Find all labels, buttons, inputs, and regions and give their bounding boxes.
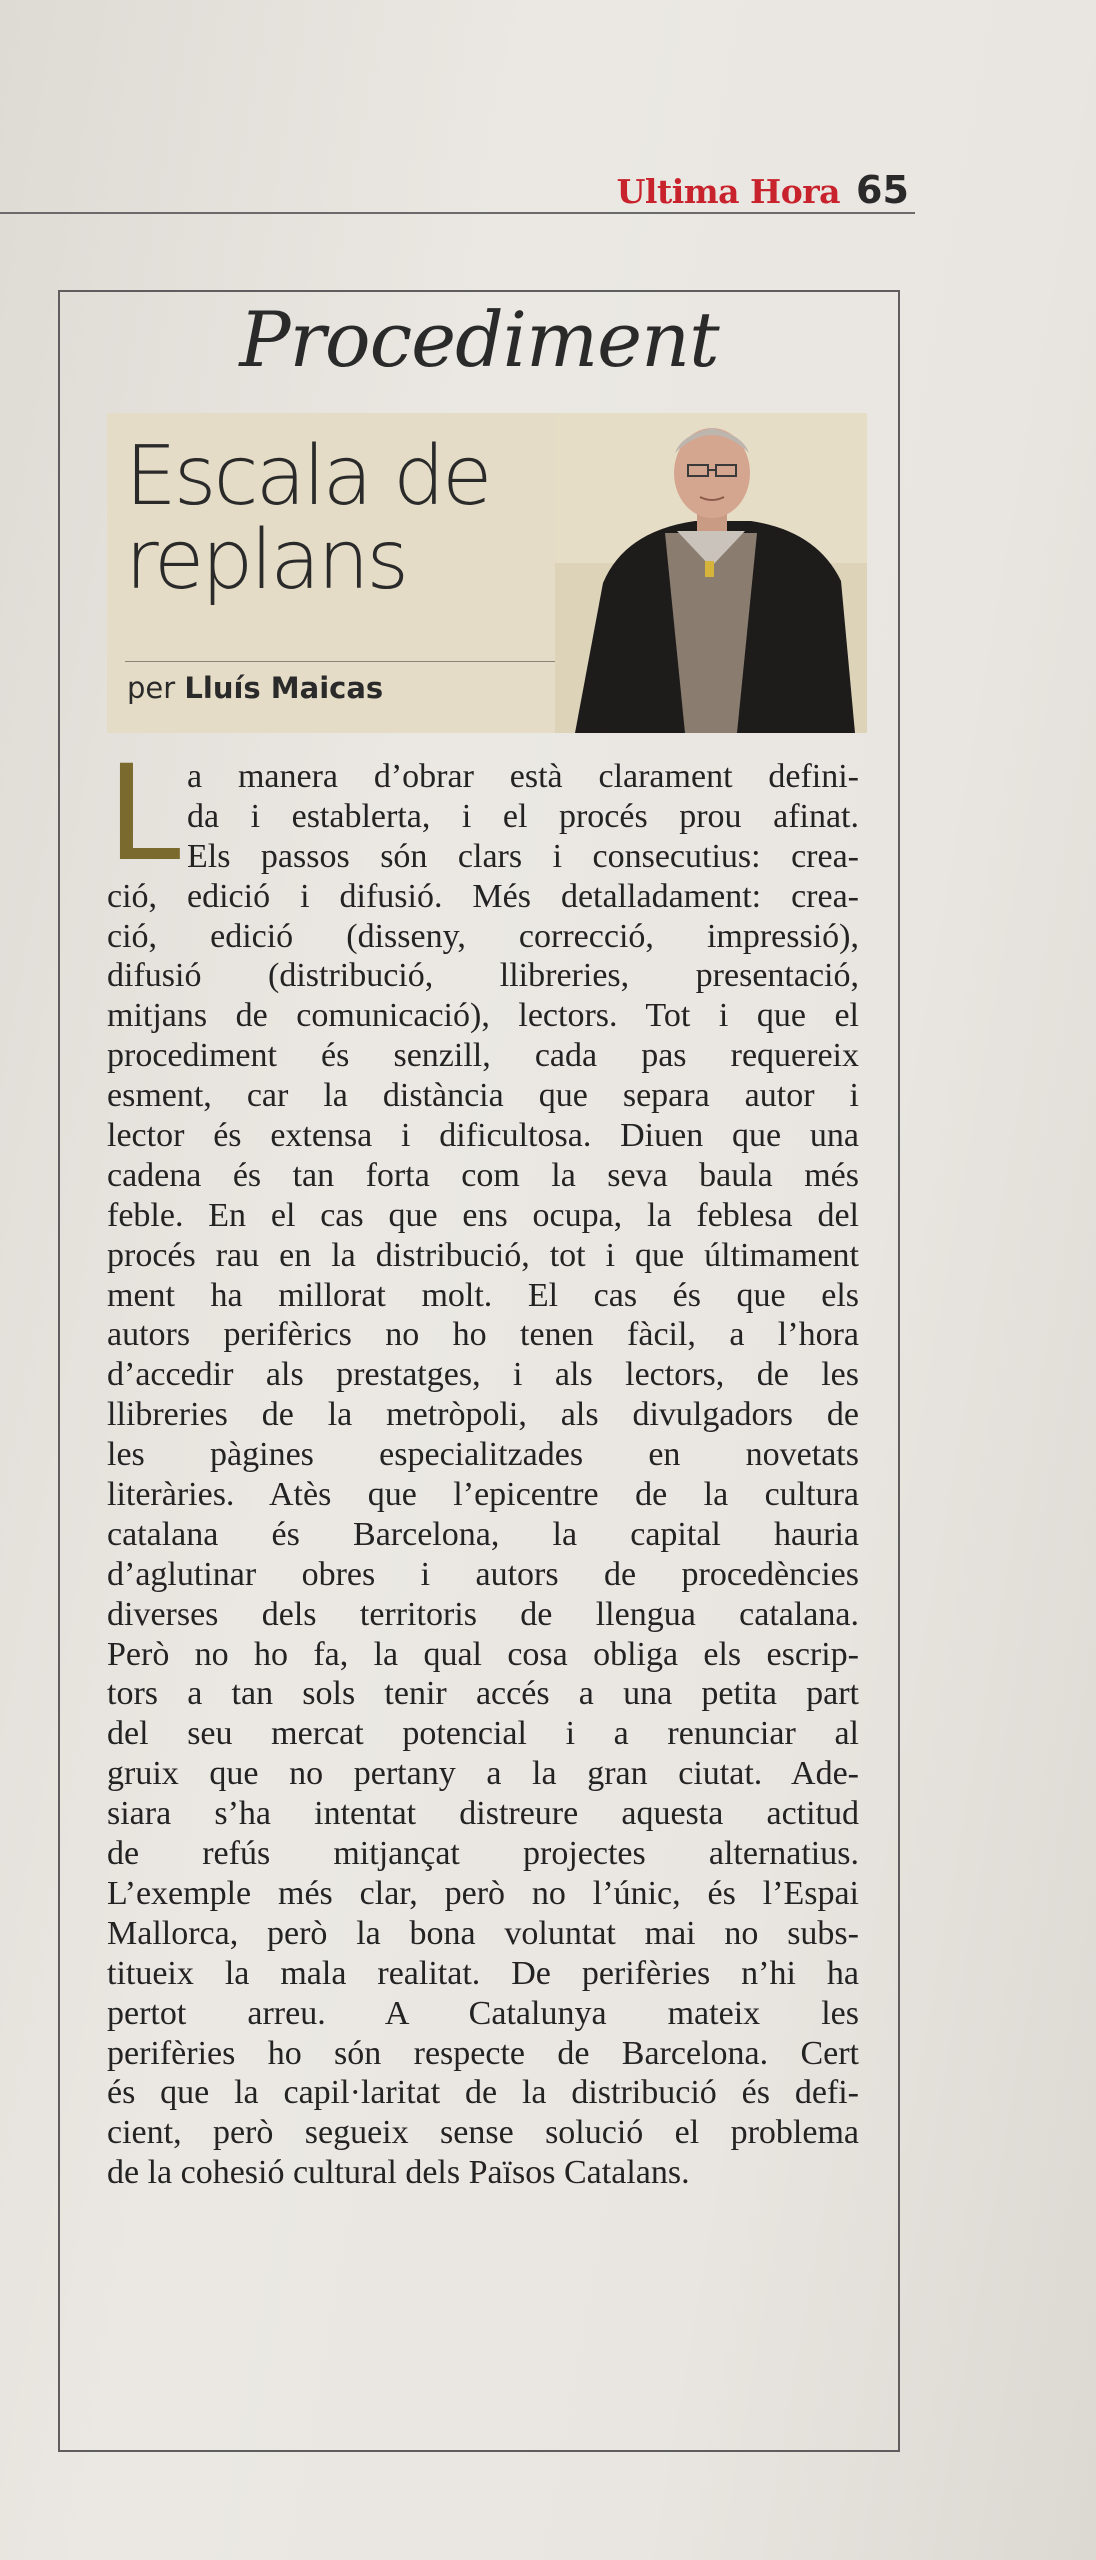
header-rule [0, 212, 915, 214]
article-line: de la cohesió cultural dels Països Catalans. [107, 2154, 690, 2192]
article-line: cadena és tan forta com la seva baula més [107, 1156, 859, 1194]
article-line: és que la capil·laritat de la distribució és defi- [107, 2074, 859, 2112]
article-line: d’aglutinar obres i autors de procedències [107, 1555, 859, 1593]
author-name: Lluís Maicas [184, 671, 384, 705]
author-portrait-photo [555, 413, 867, 733]
article-line: de refús mitjançat projectes alternatius. [107, 1835, 859, 1873]
drop-cap: L [107, 737, 181, 891]
headline [125, 429, 595, 608]
article-line: literàries. Atès que l’epicentre de la cultura [107, 1476, 859, 1514]
article-line: diverses dels territoris de llengua catalana. [107, 1595, 859, 1633]
article-line: L’exemple més clar, però no l’únic, és l’Espai [107, 1874, 859, 1912]
article-line: ció, edició i difusió. Més detalladament: crea- [107, 877, 859, 915]
article-line: pertot arreu. A Catalunya mateix les [107, 1994, 859, 2032]
article-line: siara s’ha intentat distreure aquesta actitud [107, 1795, 859, 1833]
article-line: autors perifèrics no ho tenen fàcil, a l’hora [107, 1316, 859, 1354]
article-line: a manera d’obrar està clarament defini- [187, 758, 859, 795]
article-line: ment ha millorat molt. El cas és que els [107, 1276, 859, 1314]
article-body [107, 737, 859, 2193]
article-line: da i establerta, i el procés prou afinat. [187, 797, 859, 835]
article-line: mitjans de comunicació), lectors. Tot i que el [107, 997, 859, 1035]
page-number: 65 [856, 168, 909, 212]
headline-line-1: Escala de [125, 429, 490, 524]
article-line: catalana és Barcelona, la capital hauria [107, 1515, 859, 1553]
article-line: lector és extensa i dificultosa. Diuen que una [107, 1117, 859, 1155]
article-line: Però no ho fa, la qual cosa obliga els escrip- [107, 1635, 859, 1673]
byline [127, 671, 383, 705]
article-line: procediment és senzill, cada pas requereix [107, 1037, 859, 1075]
article-line: gruix que no pertany a la gran ciutat. Ade- [107, 1755, 859, 1793]
article-line: les pàgines especialitzades en novetats [107, 1436, 859, 1474]
column-title: Procediment [239, 295, 719, 384]
article-line: Mallorca, però la bona voluntat mai no subs- [107, 1914, 859, 1952]
article-line: procés rau en la distribució, tot i que últimament [107, 1236, 859, 1274]
section-name: Ultima Hora [616, 172, 840, 211]
headline-panel [107, 413, 867, 733]
headline-line-2: replans [125, 513, 407, 608]
article-line: feble. En el cas que ens ocupa, la feblesa del [107, 1196, 859, 1234]
article-line: del seu mercat potencial i a renunciar al [107, 1715, 859, 1753]
article-line: llibreries de la metròpoli, als divulgadors de [107, 1396, 859, 1434]
byline-rule [125, 661, 575, 662]
article-line: ció, edició (disseny, correcció, impressió), [107, 917, 859, 955]
byline-prefix: per [127, 671, 176, 705]
article-line: titueix la mala realitat. De perifèries n’hi ha [107, 1954, 859, 1992]
article-line: cient, però segueix sense solució el problema [107, 2114, 859, 2152]
article-line: difusió (distribució, llibreries, presentació, [107, 957, 859, 995]
article-line: Els passos són clars i consecutius: crea- [187, 837, 859, 875]
article-line: esment, car la distància que separa autor i [107, 1077, 859, 1115]
article-line: tors a tan sols tenir accés a una petita part [107, 1675, 859, 1713]
article-line: perifèries ho són respecte de Barcelona. Cert [107, 2034, 859, 2072]
article-line: d’accedir als prestatges, i als lectors, de les [107, 1356, 859, 1394]
